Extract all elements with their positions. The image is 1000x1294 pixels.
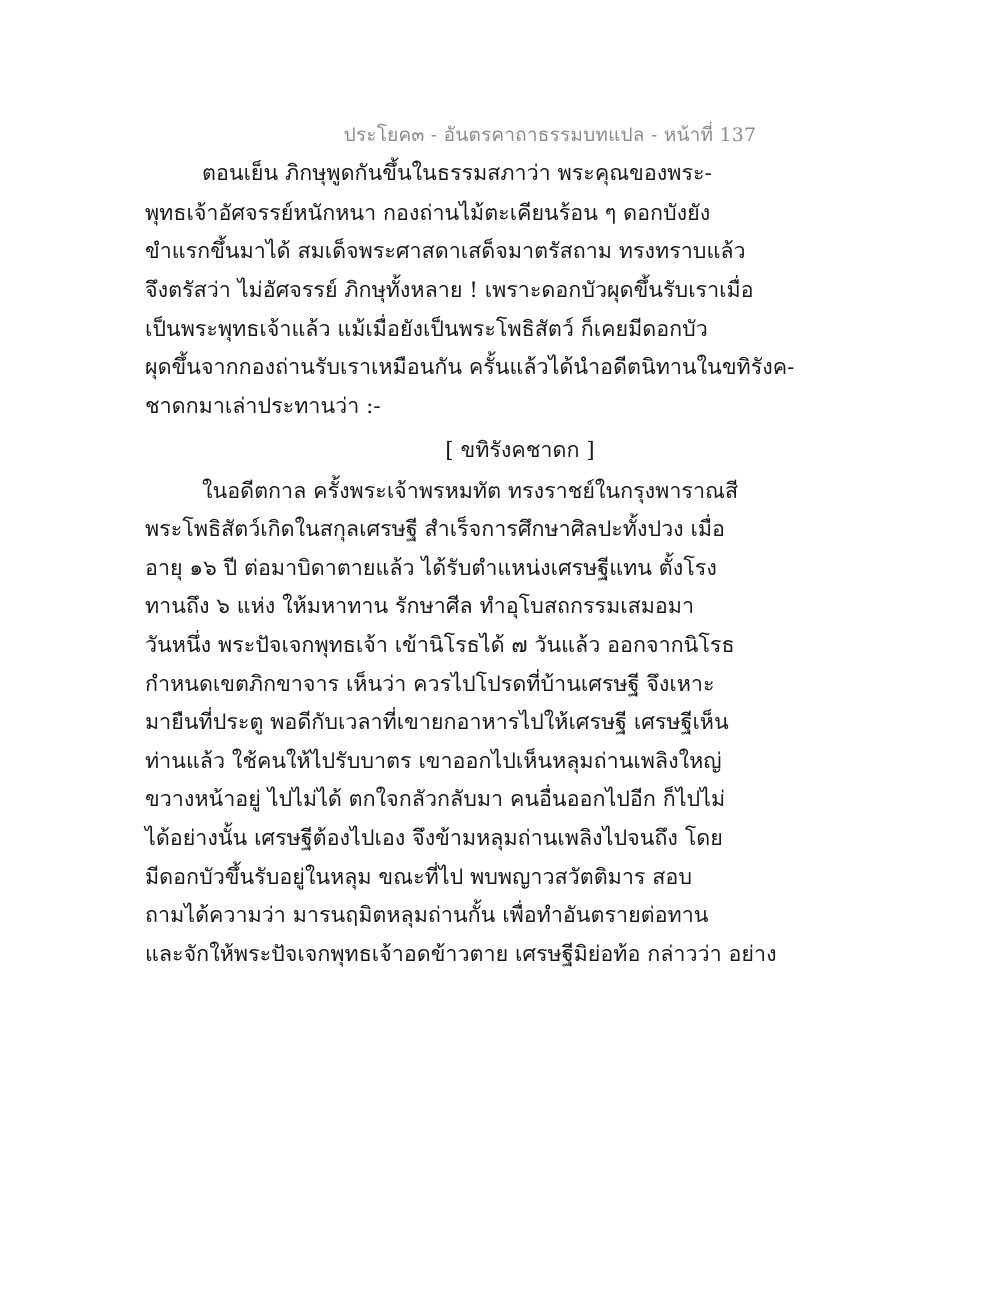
text-line: ท่านแล้ว ใช้คนให้ไปรับบาตร เขาออกไปเห็นหลุมถ่านเพลิงใหญ่ — [145, 749, 722, 774]
text-line: เป็นพระพุทธเจ้าแล้ว แม้เมื่อยังเป็นพระโพธิสัตว์ ก็เคยมีดอกบัว — [145, 317, 708, 342]
text-line: อายุ ๑๖ ปี ต่อมาบิดาตายแล้ว ได้รับตำแหน่งเศรษฐีแทน ตั้งโรง — [145, 556, 717, 581]
text-line: พระโพธิสัตว์เกิดในสกุลเศรษฐี สำเร็จการศึกษาศิลปะทั้งปวง เมื่อ — [145, 517, 725, 542]
text-line: ขวางหน้าอยู่ ไปไม่ได้ ตกใจกลัวกลับมา คนอื่นออกไปอีก ก็ไปไม่ — [145, 787, 726, 812]
text-line: ทานถึง ๖ แห่ง ให้มหาทาน รักษาศีล ทำอุโบสถกรรมเสมอมา — [145, 594, 695, 619]
text-line: พุทธเจ้าอัศจรรย์หนักหนา กองถ่านไม้ตะเคียนร้อน ๆ ดอกบังยัง — [145, 201, 711, 226]
running-header: ประโยค๓ - อันตรคาถาธรรมบทแปล - หน้าที่ 137 — [343, 124, 757, 146]
text-line: ชาดกมาเล่าประทานว่า :- — [145, 394, 381, 419]
text-line: ตอนเย็น ภิกษุพูดกันขึ้นในธรรมสภาว่า พระคุณของพระ- — [202, 161, 712, 186]
text-line: ในอดีตกาล ครั้งพระเจ้าพรหมทัต ทรงราชย์ในกรุงพาราณสี — [202, 479, 739, 504]
text-line: จึงตรัสว่า ไม่อัศจรรย์ ภิกษุทั้งหลาย ! เพราะดอกบัวผุดขึ้นรับเราเมื่อ — [145, 278, 754, 303]
text-line: ผุดขึ้นจากกองถ่านรับเราเหมือนกัน ครั้นแล้วได้นำอดีตนิทานในขทิรังค- — [145, 355, 795, 380]
text-line: กำหนดเขตภิกขาจาร เห็นว่า ควรไปโปรดที่บ้านเศรษฐี จึงเหาะ — [145, 672, 715, 697]
text-line: และจักให้พระปัจเจกพุทธเจ้าอดข้าวตาย เศรษฐีมิย่อท้อ กล่าวว่า อย่าง — [145, 942, 777, 967]
text-line: วันหนึ่ง พระปัจเจกพุทธเจ้า เข้านิโรธได้ ๗ วันแล้ว ออกจากนิโรธ — [145, 633, 735, 658]
text-line: มีดอกบัวขึ้นรับอยู่ในหลุม ขณะที่ไป พบพญาวสวัตติมาร สอบ — [145, 865, 692, 890]
text-line: ได้อย่างนั้น เศรษฐีต้องไปเอง จึงข้ามหลุมถ่านเพลิงไปจนถึง โดย — [145, 826, 723, 851]
text-line: ถามได้ความว่า มารนฤมิตหลุมถ่านกั้น เพื่อทำอันตรายต่อทาน — [145, 903, 709, 928]
text-line: ขำแรกขึ้นมาได้ สมเด็จพระศาสดาเสด็จมาตรัสถาม ทรงทราบแล้ว — [145, 239, 746, 264]
text-line: มายืนที่ประตู พอดีกับเวลาที่เขายกอาหารไปให้เศรษฐี เศรษฐีเห็น — [145, 710, 729, 735]
section-heading: [ ขทิรังคชาดก ] — [445, 438, 595, 463]
